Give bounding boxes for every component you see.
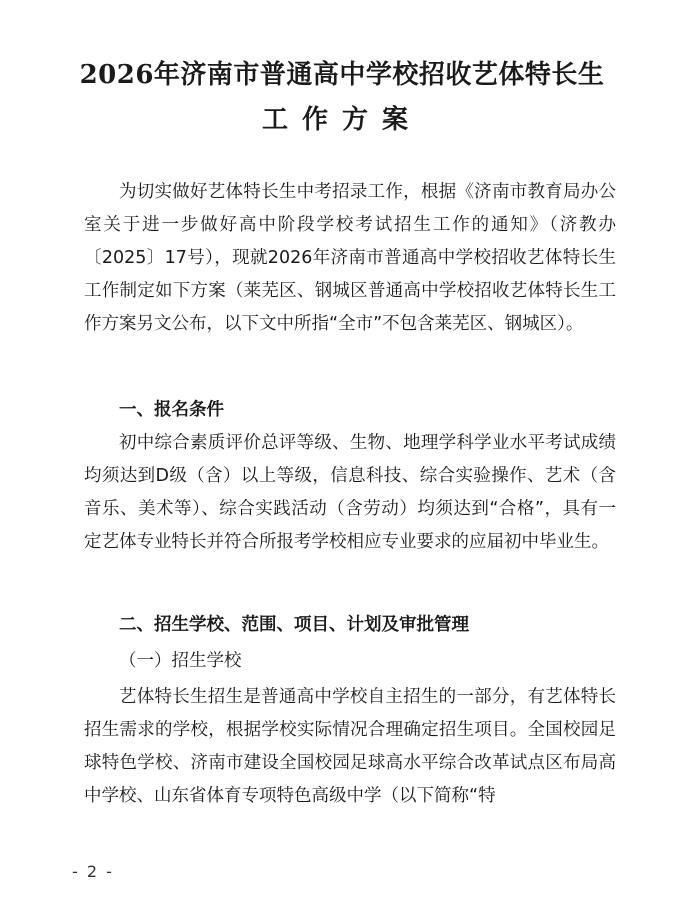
section-1-paragraph: 初中综合素质评价总评等级、生物、地理学科学业水平考试成绩均须达到D级（含）以上等级，信息科技、综合实验操作、艺术（含音乐、美术等）、综合实践活动（含劳动）均须达到“合格”，具有一定艺体专业特长并符合所报考学校相应专业要求的应届初中毕业生。 [84,433,616,552]
section-2-subheading-schools: （一）招生学校 [119,651,242,671]
section-2-heading: 二、招生学校、范围、项目、计划及审批管理 [119,615,469,635]
section-2-paragraph: 艺体特长生招生是普通高中学校自主招生的一部分，有艺体特长招生需求的学校，根据学校实际情况合理确定招生项目。全国校园足球特色学校、济南市建设全国校园足球高水平综合改革试点区布局高中学校、山东省体育专项特色高级中学（以下简称“特 [84,687,616,806]
section-1-heading: 一、报名条件 [119,400,224,420]
document-title-line-1: 2026年济南市普通高中学校招收艺体特长生 [79,60,605,90]
intro-paragraph: 为切实做好艺体特长生中考招录工作，根据《济南市教育局办公室关于进一步做好高中阶段学校考试招生工作的通知》（济教办〔2025〕17号），现就2026年济南市普通高中学校招收艺体特长生工作制定如下方案（莱芜区、钢城区普通高中学校招收艺体特长生工作方案另文公布，以下文中所指“全市”不包含莱芜区、钢城区）。 [84,182,616,334]
document-title-line-2: 工作方案 [261,105,422,135]
page-number: - 2 - [72,862,114,881]
